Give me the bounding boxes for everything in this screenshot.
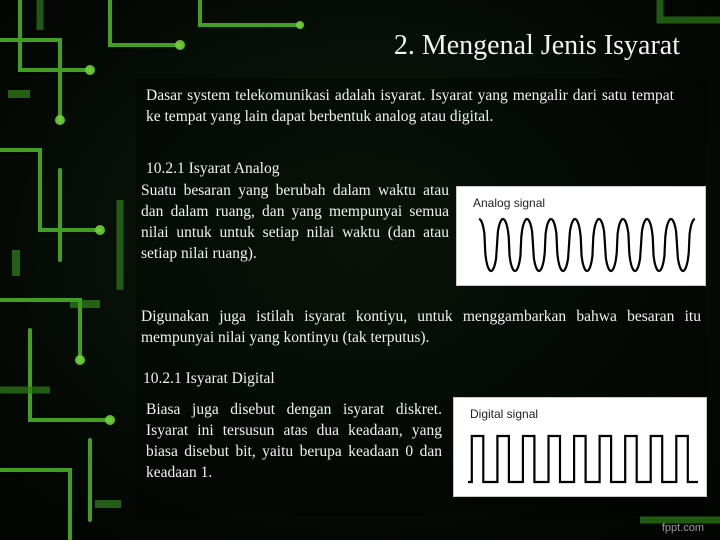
continuous-paragraph: Digunakan juga istilah isyarat kontiyu, untuk menggambarkan bahwa besaran itu mempunyai nilai yang kontinyu (tak terputus). <box>141 308 701 346</box>
digital-paragraph: Biasa juga disebut dengan isyarat diskret. Isyarat ini tersusun atas dua keadaan, yang biasa disebut bit, yaitu berupa keadaan 0 dan keadaan 1. <box>146 401 442 481</box>
analog-paragraph: Suatu besaran yang berubah dalam waktu atau dan dalam ruang, dan yang mempunyai semua nilai untuk untuk setiap nilai waktu (dan atau setiap nilai ruang). <box>141 182 449 262</box>
digital-signal-label: Digital signal <box>470 407 539 421</box>
digital-signal-figure <box>453 397 707 497</box>
intro-paragraph: Dasar system telekomunikasi adalah isyarat. Isyarat yang mengalir dari satu tempat ke tempat yang lain dapat berbentuk analog atau digital. <box>146 87 674 125</box>
digital-heading: 10.2.1 Isyarat Digital <box>143 370 275 387</box>
slide-title: 2. Mengenal Jenis Isyarat <box>393 30 680 61</box>
analog-heading: 10.2.1 Isyarat Analog <box>146 160 280 177</box>
analog-signal-figure <box>456 186 706 286</box>
footer-brand: fppt.com <box>661 522 704 534</box>
analog-signal-label: Analog signal <box>473 196 546 210</box>
